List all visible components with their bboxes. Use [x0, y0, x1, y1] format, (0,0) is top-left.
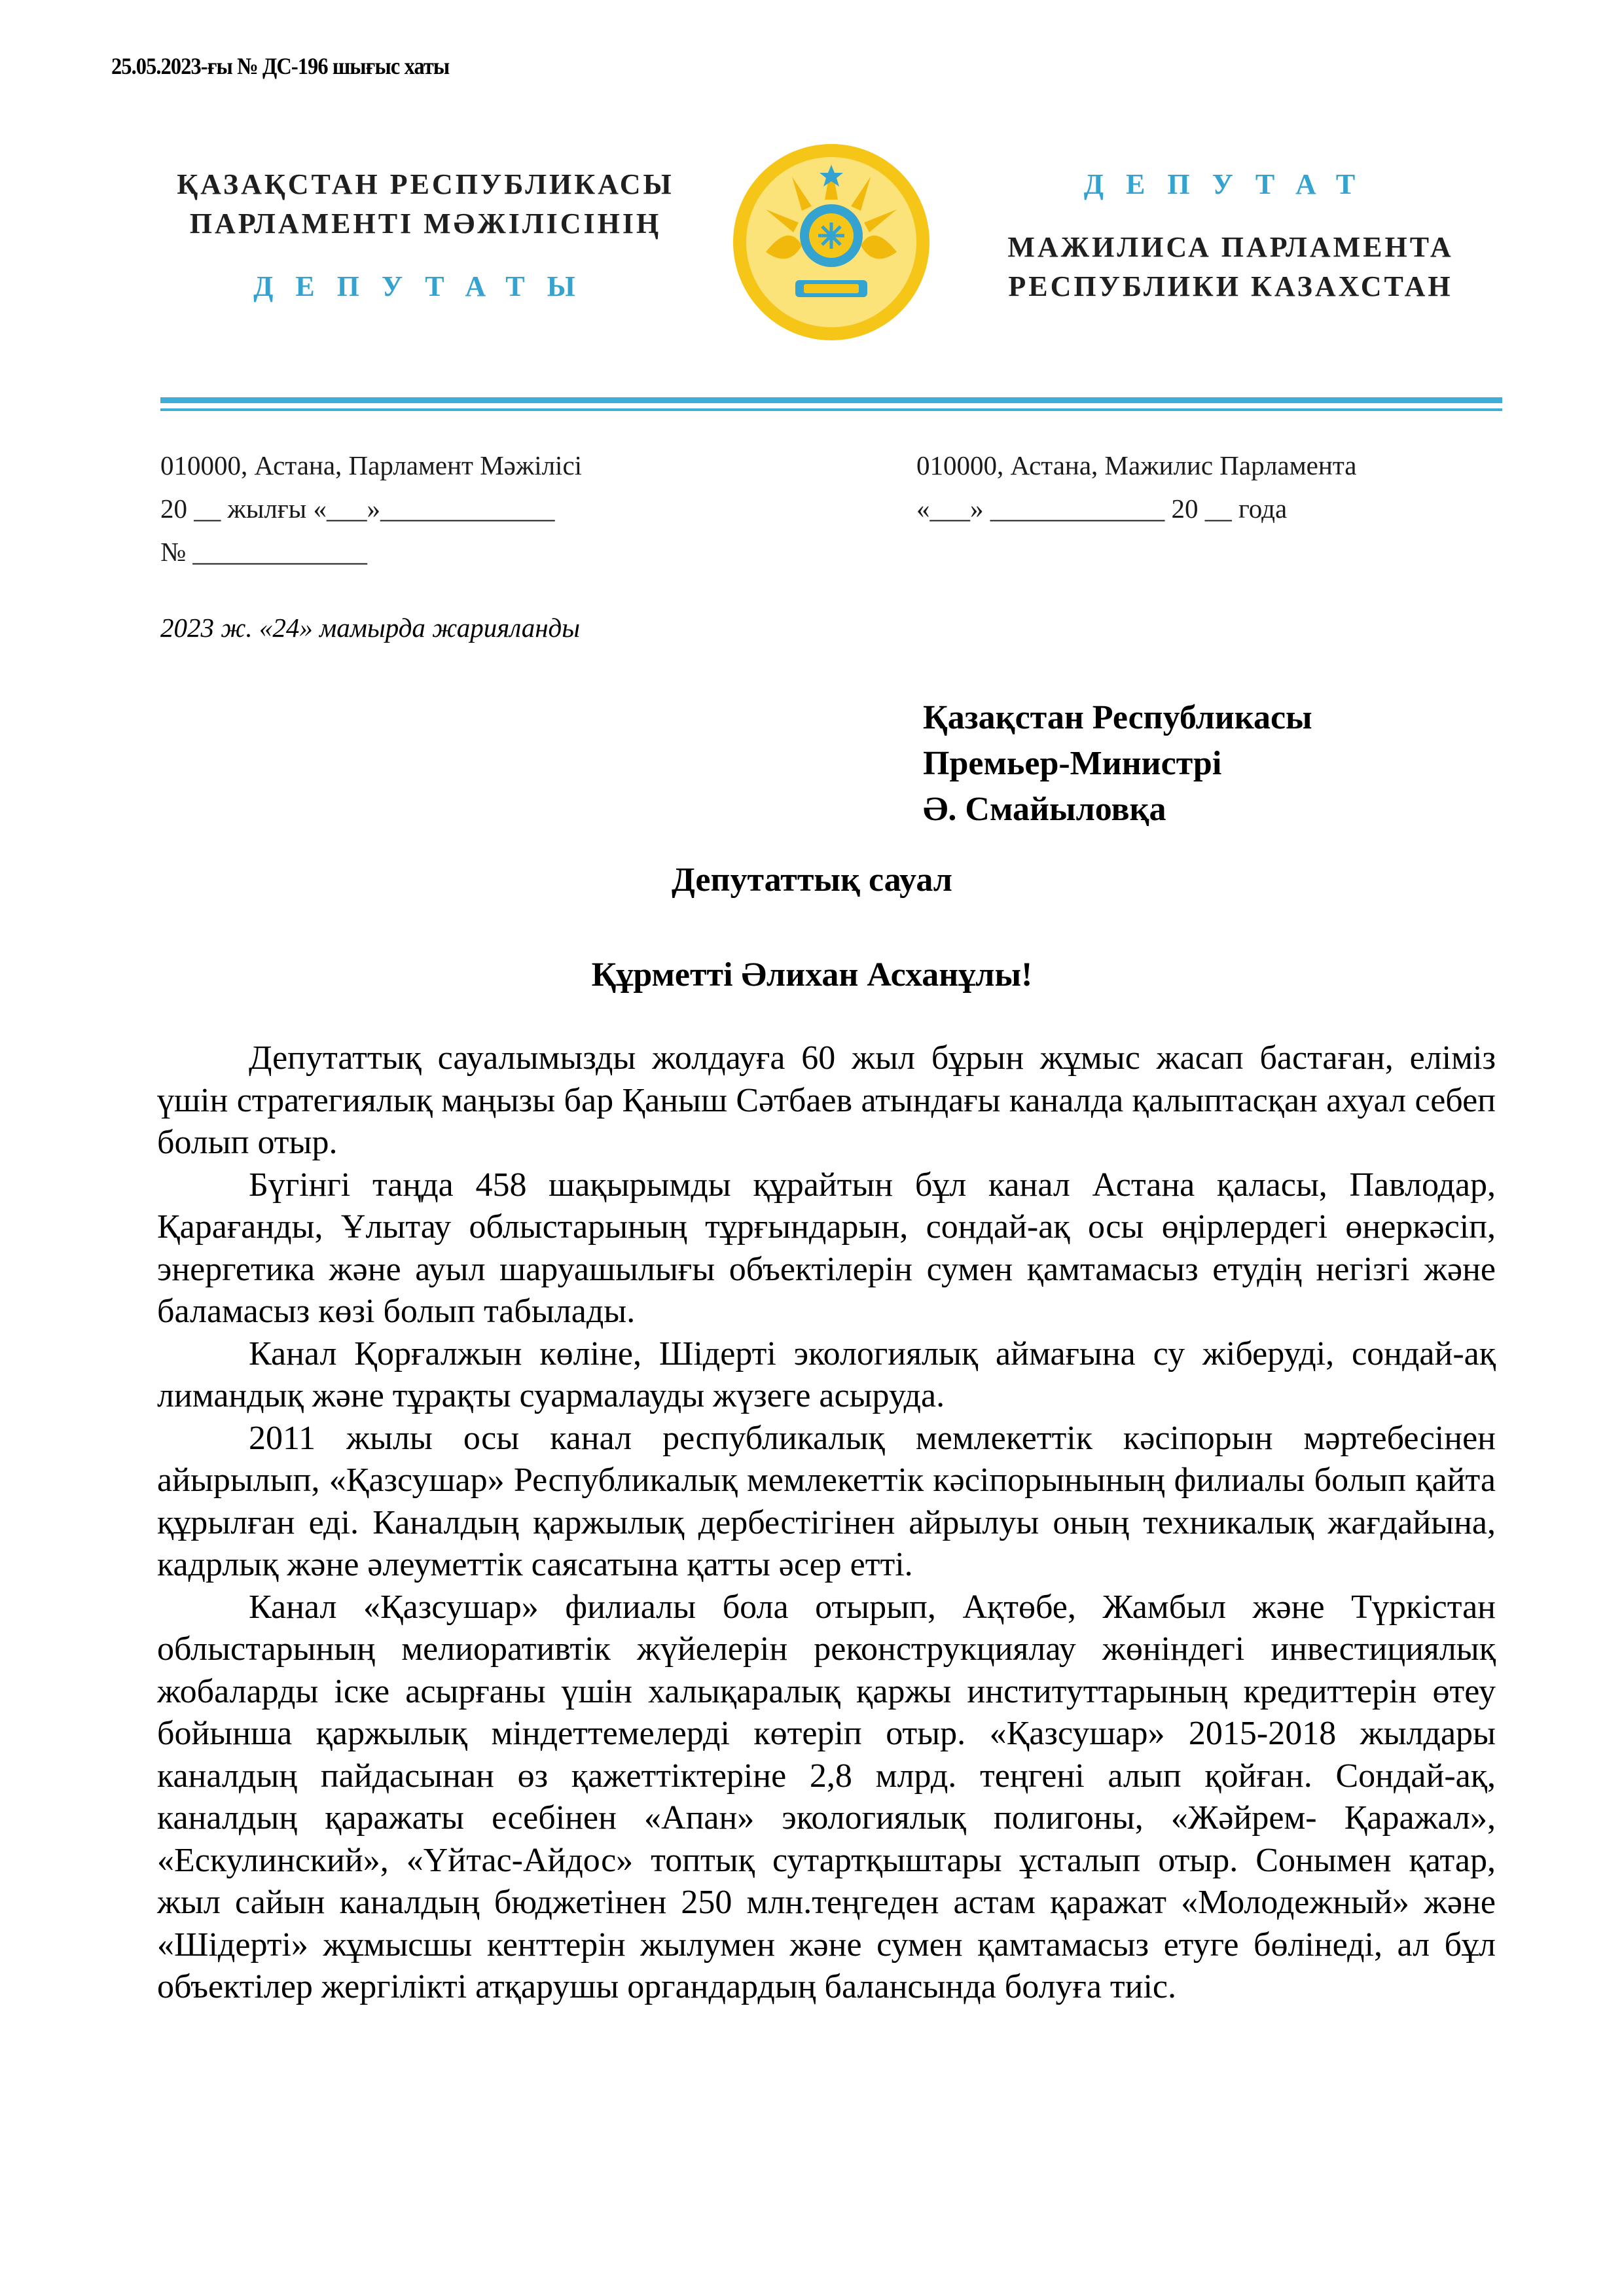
header-left-line2: ПАРЛАМЕНТІ МӘЖІЛІСІНІҢ	[189, 207, 662, 240]
recipient-line3: Ә. Смайыловқа	[923, 791, 1166, 828]
body-paragraph: Депутаттық сауалымызды жолдауға 60 жыл бұрын жұмыс жасап бастаған, еліміз үшін стратегиялық маңызы бар Қаныш Сәтбаев атындағы каналда қалыптасқан ахуал себеп болып отыр.	[157, 1039, 1496, 1161]
address-left-line1: 010000, Астана, Парламент Мәжілісі	[160, 450, 583, 480]
outgoing-letter-number: 25.05.2023-ғы № ДС-196 шығыс хаты	[111, 53, 450, 79]
header-right-line1: МАЖИЛИСА ПАРЛАМЕНТА	[1007, 231, 1454, 263]
header-left-block	[164, 165, 687, 306]
address-left	[160, 444, 582, 573]
address-right	[916, 444, 1356, 530]
address-left-line3: № _____________	[160, 537, 367, 567]
published-note: 2023 ж. «24» мамырда жарияланды	[160, 613, 581, 643]
address-right-line1: 010000, Астана, Мажилис Парламента	[916, 450, 1357, 480]
recipient-block	[923, 695, 1312, 833]
header-divider-thin	[160, 408, 1502, 411]
body-paragraph: Бүгінгі таңда 458 шақырымды құрайтын бұл канал Астана қаласы, Павлодар, Қарағанды, Ұлытау облыстарының тұрғындарын, сондай-ақ осы өңірлердегі өнеркәсіп, энергетика және ауыл шаруашылығы объектілерін сумен қамтамасыз етудің негізгі және баламасыз көзі болып табылады.	[157, 1166, 1496, 1330]
header-divider-thick	[160, 397, 1502, 403]
state-emblem-icon	[727, 137, 936, 347]
letter-body	[157, 1037, 1496, 2009]
address-right-line2: «___» _____________ 20 __ года	[916, 493, 1288, 524]
header-right-deputy: ДЕПУТАТ	[1083, 168, 1378, 200]
header-left-line1: ҚАЗАҚСТАН РЕСПУБЛИКАСЫ	[177, 168, 674, 200]
document-title: Депутаттық сауал	[672, 861, 952, 899]
recipient-line2: Премьер-Министрі	[923, 745, 1222, 782]
recipient-line1: Қазақстан Республикасы	[923, 699, 1312, 736]
address-left-line2: 20 __ жылғы «___»_____________	[160, 493, 555, 524]
body-paragraph: Канал «Қазсушар» филиалы бола отырып, Ақтөбе, Жамбыл және Түркістан облыстарының мелиоративтік жүйелерін реконструкциялау жөніндегі инвестициялық жобаларды іске асырғаны үшін халықаралық қаржы институттарының кредиттерін өтеу бойынша қаржылық міндеттемелерді көтеріп отыр. «Қазсушар» 2015-2018 жылдары каналдың пайдасынан өз қажеттіктеріне 2,8 млрд. теңгені алып қойған. Сондай-ақ, каналдың қаражаты есебінен «Апан» экологиялық полигоны, «Жәйрем- Қаражал», «Ескулинский», «Үйтас-Айдос» топтық сутартқыштары ұсталып отыр. Сонымен қатар, жыл сайын каналдың бюджетінен 250 млн.теңгеден астам қаражат «Молодежный» және «Шідерті» жұмысшы кенттерін жылумен және сумен қамтамасыз етуге бөлінеді, ал бұл объектілер жергілікті атқарушы органдардың балансында болуға тиіс.	[157, 1588, 1496, 2005]
header-right-block	[995, 165, 1466, 306]
header-right-line2: РЕСПУБЛИКИ КАЗАХСТАН	[1008, 270, 1453, 302]
salutation: Құрметті Әлихан Асханұлы!	[591, 956, 1033, 994]
body-paragraph: Канал Қорғалжын көліне, Шідерті экологиялық аймағына су жіберуді, сондай-ақ лимандық және тұрақты суармалауды жүзеге асыруда.	[157, 1335, 1496, 1414]
body-paragraph: 2011 жылы осы канал республикалық мемлекеттік кәсіпорын мәртебесінен айырылып, «Қазсушар» Республикалық мемлекеттік кәсіпорынының филиалы болып қайта құрылған еді. Каналдың қаржылық дербестігінен айрылуы оның техникалық жағдайына, кадрлық және әлеуметтік саясатына қатты әсер етті.	[157, 1419, 1496, 1583]
header-left-deputy: ДЕПУТАТЫ	[253, 270, 598, 302]
